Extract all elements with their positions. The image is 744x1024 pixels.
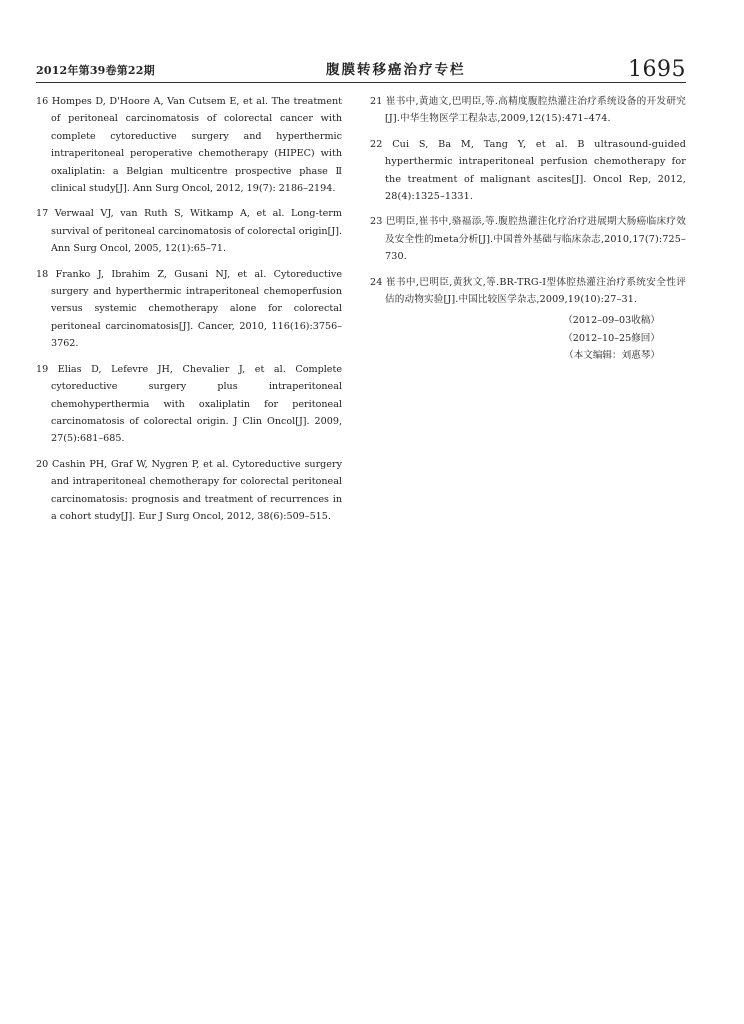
column-title: 腹膜转移癌治疗专栏: [326, 62, 466, 78]
references-left-column: [36, 93, 342, 533]
revised-date: （2012–10–25修回）: [563, 332, 660, 344]
reference-item: 24 崔书中,巴明臣,黄狄文,等.BR-TRG-I型体腔热灌注治疗系统安全性评估的动物实验[J].中国比较医学杂志,2009,19(10):27–31.: [370, 276, 686, 306]
reference-item: 21 崔书中,黄迪文,巴明臣,等.高精度腹腔热灌注治疗系统设备的开发研究[J].中华生物医学工程杂志,2009,12(15):471–474.: [370, 96, 686, 125]
received-date: （2012–09–03收稿）: [563, 315, 660, 327]
editor-note: （本文编辑：刘惠琴）: [564, 350, 660, 362]
article-dates: [370, 312, 686, 364]
issue-info: 2012年第39卷第22期: [36, 64, 155, 77]
reference-item: 20 Cashin PH, Graf W, Nygren P, et al. Cytoreductive surgery and intraperitoneal chemotherapy for colorectal peritoneal carcinomatosis: prognosis and treatment of recurrences in a cohort study[J]. Eur J Surg Oncol, 2012, 38(6):509–515.: [36, 458, 342, 522]
reference-item: 16 Hompes D, D'Hoore A, Van Cutsem E, et al. The treatment of peritoneal carcinomatosis of colorectal cancer with complete cytoreductive surgery and hyperthermic intraperitoneal peroperative chemotherapy (HIPEC) with oxaliplatin: a Belgian multicentre prospective phase Ⅱ clinical study[J]. Ann Surg Oncol, 2012, 19(7): 2186–2194.: [36, 96, 342, 195]
reference-item: 22 Cui S, Ba M, Tang Y, et al. B ultrasound-guided hyperthermic intraperitoneal perfusion chemotherapy for the treatment of malignant ascites[J]. Oncol Rep, 2012, 28(4):1325–1331.: [370, 138, 686, 203]
reference-item: 18 Franko J, Ibrahim Z, Gusani NJ, et al. Cytoreductive surgery and hyperthermic intraperitoneal chemoperfusion versus systemic chemotherapy alone for colorectal peritoneal carcinomatosis[J]. Cancer, 2010, 116(16):3756–3762.: [36, 268, 342, 350]
references-right-column: [370, 93, 686, 365]
reference-item: 19 Elias D, Lefevre JH, Chevalier J, et al. Complete cytoreductive surgery plus intraperitoneal chemohyperthermia with oxaliplatin for peritoneal carcinomatosis of colorectal origin. J Clin Oncol[J]. 2009, 27(5):681–685.: [36, 363, 342, 445]
reference-item: 17 Verwaal VJ, van Ruth S, Witkamp A, et al. Long-term survival of peritoneal carcinomatosis of colorectal origin[J]. Ann Surg Oncol, 2005, 12(1):65–71.: [36, 208, 342, 255]
running-header: [36, 52, 686, 83]
reference-item: 23 巴明臣,崔书中,骆福添,等.腹腔热灌注化疗治疗进展期大肠癌临床疗效及安全性的meta分析[J].中国普外基础与临床杂志,2010,17(7):725–730.: [370, 216, 686, 263]
page-number: 1695: [628, 57, 686, 82]
